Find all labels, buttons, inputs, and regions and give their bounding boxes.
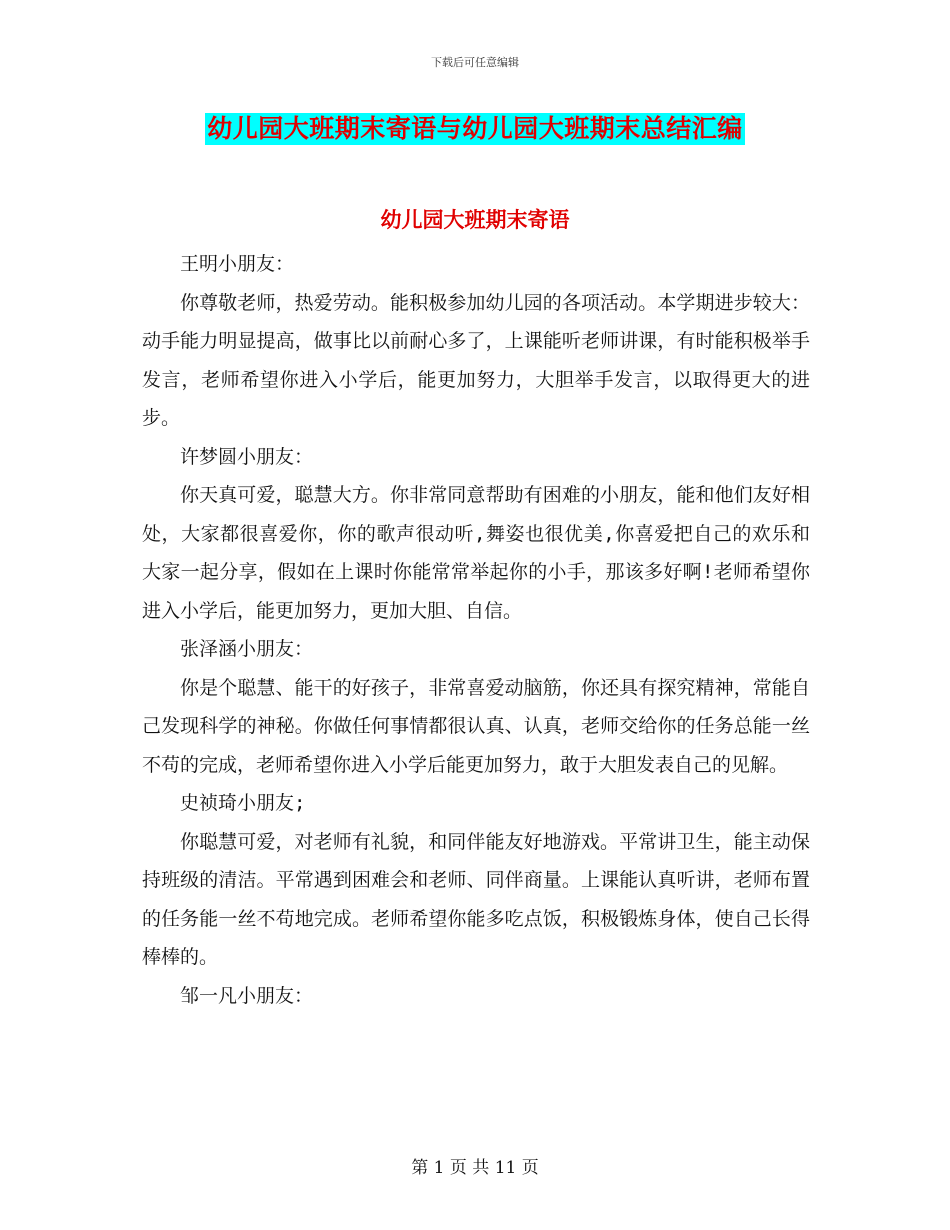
greeting-zouyifan: 邹一凡小朋友：: [180, 984, 314, 1007]
page-footer: 第 1 页 共 11 页: [411, 1158, 539, 1178]
main-title: 幼儿园大班期末寄语与幼儿园大班期末总结汇编: [207, 114, 743, 143]
header-note: 下载后可任意编辑: [431, 56, 519, 69]
paragraph-zhangzehan: 你是个聪慧、能干的好孩子，非常喜爱动脑筋，你还具有探究精神，常能自己发现科学的神秘。你做任何事情都很认真、认真，老师交给你的任务总能一丝不苟的完成，老师希望你进入小学后能更加努力，敢于大胆发表自己的见解。: [142, 676, 810, 776]
main-title-wrap: [0, 113, 950, 145]
greeting-shizhenqi: 史祯琦小朋友;: [180, 792, 306, 814]
paragraph-wangming: 你尊敬老师，热爱劳动。能积极参加幼儿园的各项活动。本学期进步较大：动手能力明显提高，做事比以前耐心多了，上课能听老师讲课，有时能积极举手发言，老师希望你进入小学后，能更加努力，大胆举手发言，以取得更大的进步。: [142, 291, 810, 429]
section-title: 幼儿园大班期末寄语: [380, 208, 570, 232]
paragraph-shizhenqi: 你聪慧可爱，对老师有礼貌，和同伴能友好地游戏。平常讲卫生，能主动保持班级的清洁。平常遇到困难会和老师、同伴商量。上课能认真听讲，老师布置的任务能一丝不苟地完成。老师希望你能多吃点饭，积极锻炼身体，使自己长得棒棒的。: [142, 830, 810, 968]
document-body: [142, 245, 810, 1015]
greeting-wangming: 王明小朋友：: [180, 253, 295, 275]
paragraph-xumengyuan: 你天真可爱，聪慧大方。你非常同意帮助有困难的小朋友，能和他们友好相处，大家都很喜爱你，你的歌声很动听,舞姿也很优美,你喜爱把自己的欢乐和大家一起分享，假如在上课时你能常常举起你的小手，那该多好啊!老师希望你进入小学后，能更加努力，更加大胆、自信。: [142, 484, 810, 622]
greeting-xumengyuan: 许梦圆小朋友：: [180, 445, 314, 468]
greeting-zhangzehan: 张泽涵小朋友：: [180, 638, 314, 660]
